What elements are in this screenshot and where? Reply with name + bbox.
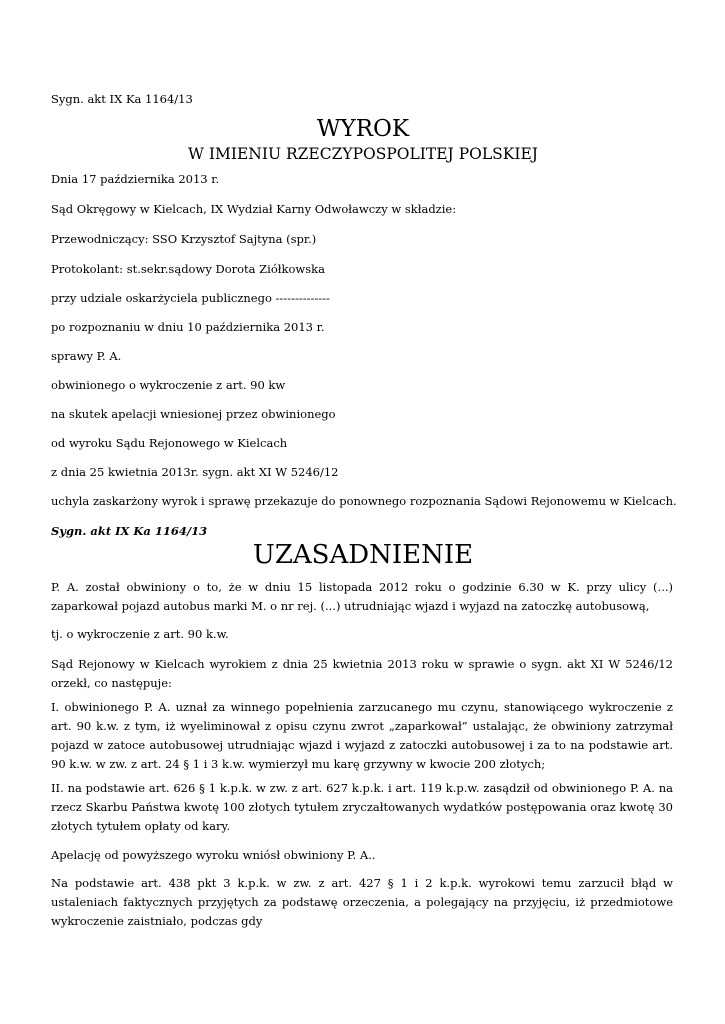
- document-subtitle: W IMIENIU RZECZYPOSPOLITEJ POLSKIEJ: [188, 145, 538, 163]
- paragraph: Apelację od powyższego wyroku wniósł obwiniony P. A..: [51, 848, 376, 862]
- charge-text: obwinionego o wykroczenie z art. 90 kw: [51, 378, 286, 392]
- justification-title: UZASADNIENIE: [252, 540, 474, 570]
- lower-court-text: od wyroku Sądu Rejonowego w Kielcach: [51, 436, 288, 450]
- paragraph: II. na podstawie art. 626 § 1 k.p.k. w zw. z art. 627 k.p.k. i art. 119 k.p.w. zasądził od obwinionego P. A. na rzecz Skarbu Państwa kwotę 100 złotych tytułem zryczałtowanych wydatków postępowania oraz kwotę 30 złotych tytułem opłaty od kary.: [51, 781, 673, 833]
- court-recorder: Protokolant: st.sekr.sądowy Dorota Ziółkowska: [51, 262, 325, 276]
- paragraph: P. A. został obwiniony o to, że w dniu 15 listopada 2012 roku o godzinie 6.30 w K. przy ulicy (...) zaparkował pojazd autobus marki M. o nr rej. (...) utrudniając wjazd i wyjazd na zatoczkę autobusową,: [51, 580, 673, 613]
- public-prosecutor: przy udziale oskarżyciela publicznego --------------: [51, 291, 330, 305]
- paragraph: Na podstawie art. 438 pkt 3 k.p.k. w zw. z art. 427 § 1 i 2 k.p.k. wyrokowi temu zarzucił błąd w ustaleniach faktycznych przyjętych za podstawę orzeczenia, a polegający na przyjęciu, iż przedmiotowe wykroczenie zaistniało, podczas gdy: [51, 876, 673, 928]
- paragraph: I. obwinionego P. A. uznał za winnego popełnienia zarzucanego mu czynu, stanowiącego wykroczenie z art. 90 k.w. z tym, iż wyeliminował z opisu czynu zwrot „zaparkował” ustalając, że obwiniony zatrzymał pojazd w zatoce autobusowej utrudniając wjazd i wyjazd z zatoczki autobusowej i za to na podstawie art. 90 k.w. w zw. z art. 24 § 1 i 3 k.w. wymierzył mu karę grzywny w kwocie 200 złotych;: [51, 700, 673, 771]
- court-composition: Sąd Okręgowy w Kielcach, IX Wydział Karny Odwoławczy w składzie:: [51, 202, 457, 216]
- lower-court-date: z dnia 25 kwietnia 2013r. sygn. akt XI W 5246/12: [51, 465, 339, 479]
- case-reference-italic: Sygn. akt IX Ka 1164/13: [51, 524, 208, 538]
- presiding-judge: Przewodniczący: SSO Krzysztof Sajtyna (spr.): [51, 232, 317, 246]
- hearing-date: po rozpoznaniu w dniu 10 października 2013 r.: [51, 320, 325, 334]
- paragraph: tj. o wykroczenie z art. 90 k.w.: [51, 627, 229, 641]
- judgment-date: Dnia 17 października 2013 r.: [51, 172, 220, 186]
- case-party: sprawy P. A.: [51, 349, 122, 363]
- ruling-text: uchyla zaskarżony wyrok i sprawę przekazuje do ponownego rozpoznania Sądowi Rejonowemu w Kielcach.: [51, 494, 677, 508]
- case-reference: Sygn. akt IX Ka 1164/13: [51, 92, 193, 106]
- paragraph: Sąd Rejonowy w Kielcach wyrokiem z dnia 25 kwietnia 2013 roku w sprawie o sygn. akt XI W 5246/12 orzekł, co następuje:: [51, 657, 673, 690]
- document-title: WYROK: [316, 116, 410, 142]
- appeal-text: na skutek apelacji wniesionej przez obwinionego: [51, 407, 336, 421]
